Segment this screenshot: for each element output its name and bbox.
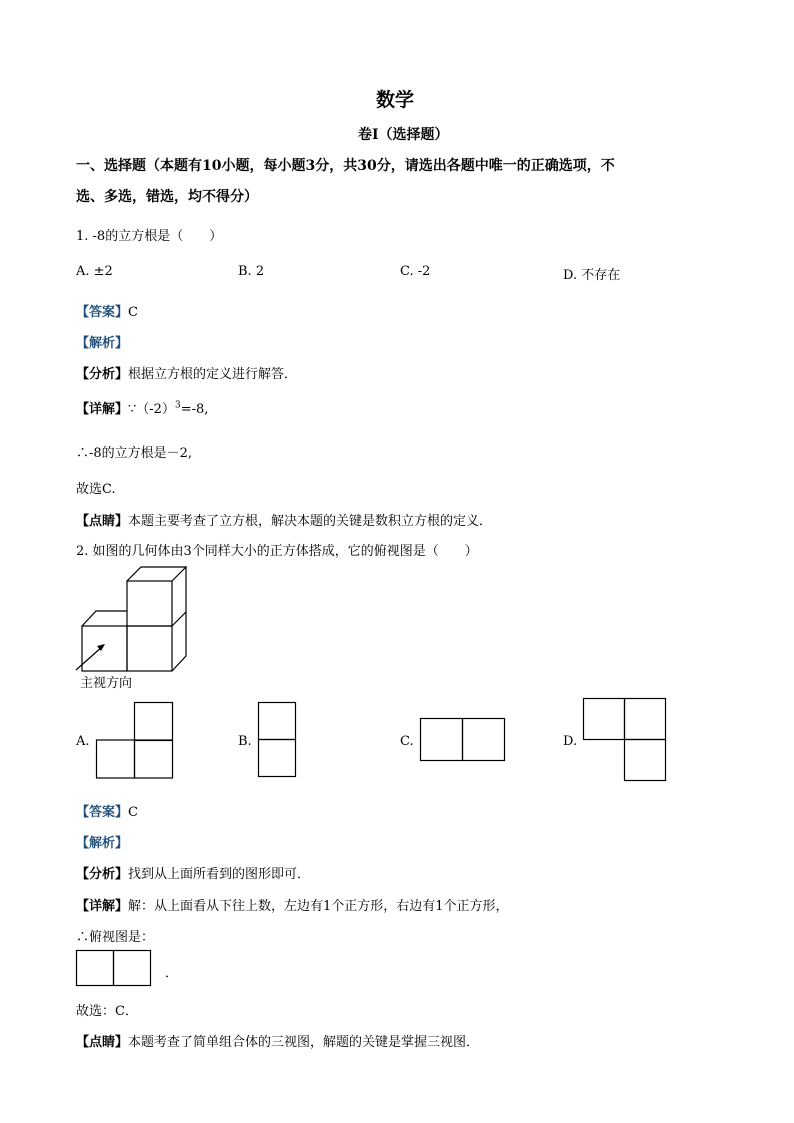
q2-comment	[76, 1031, 479, 1050]
q2-figure-period: ．	[165, 966, 179, 981]
q2-answer-tag: 【答案】	[76, 805, 129, 820]
q2-answer-figure	[76, 950, 156, 990]
q2-analysis-tag: 【解析】	[76, 836, 129, 851]
section-heading-line2: 选、多选，错选，均不得分）	[76, 189, 258, 205]
q1-answer-tag: 【答案】	[76, 305, 129, 320]
q2-answer	[76, 801, 138, 820]
q2-answer-value: C	[128, 805, 138, 820]
q2-figure-label: 主视方向	[80, 676, 133, 691]
q1-comment	[76, 510, 492, 529]
q2-comment-text: 本题考查了简单组合体的三视图，解题的关键是掌握三视图．	[128, 1035, 480, 1050]
q1-detail-tag: 【详解】	[76, 402, 129, 417]
q1-option-a: A. ±2	[76, 264, 113, 279]
q1-detail-text: ∵（-2）	[128, 402, 175, 417]
q2-therefore: ∴俯视图是：	[76, 930, 155, 945]
q1-stem: 1. -8的立方根是（ ）	[76, 229, 223, 244]
q2-option-a-label: A.	[76, 734, 90, 749]
q1-detail-result: =-8,	[180, 402, 209, 417]
q2-detail	[76, 895, 509, 914]
q2-cube-figure	[76, 566, 196, 676]
q2-comment-tag: 【点睛】	[76, 1035, 129, 1050]
q2-fenxi-tag: 【分析】	[76, 867, 129, 882]
q1-analysis-tag: 【解析】	[76, 336, 129, 351]
page-title: 数学	[376, 89, 415, 111]
q2-option-b-figure	[258, 702, 298, 782]
q1-comment-tag: 【点睛】	[76, 514, 129, 529]
q2-fenxi-text: 找到从上面所看到的图形即可．	[128, 867, 311, 882]
q1-detail-exponent: 3	[174, 400, 181, 411]
q2-option-b-label: B.	[238, 734, 252, 749]
q2-option-a-figure	[96, 702, 176, 782]
q1-fenxi-text: 根据立方根的定义进行解答．	[128, 367, 298, 382]
page-subtitle: 卷I（选择题）	[358, 127, 449, 143]
q1-option-c: C. -2	[400, 264, 431, 279]
q1-answer-value: C	[128, 305, 138, 320]
q1-comment-text: 本题主要考查了立方根，解决本题的关键是数积立方根的定义．	[128, 514, 493, 529]
q2-option-c-label: C.	[400, 734, 414, 749]
q1-choose: 故选C.	[76, 482, 116, 497]
q1-fenxi	[76, 363, 297, 382]
q2-option-d-figure	[583, 698, 673, 783]
q2-detail-tag: 【详解】	[76, 899, 129, 914]
q1-option-d: D. 不存在	[563, 268, 621, 283]
q1-detail	[76, 398, 208, 417]
q2-detail-text: 解：从上面看从下往上数，左边有1个正方形，右边有1个正方形，	[128, 899, 509, 914]
q1-therefore: ∴-8的立方根是－2,	[76, 446, 193, 461]
q1-answer	[76, 301, 138, 320]
q2-option-d-label: D.	[563, 734, 578, 749]
q2-stem: 2. 如图的几何体由3个同样大小的正方体搭成，它的俯视图是（ ）	[76, 544, 478, 559]
section-heading-line1: 一、选择题（本题有10小题，每小题3分，共30分，请选出各题中唯一的正确选项，不	[76, 158, 615, 174]
q2-fenxi	[76, 863, 310, 882]
q2-choose: 故选：C．	[76, 1004, 138, 1019]
q2-option-c-figure	[420, 718, 510, 763]
q1-fenxi-tag: 【分析】	[76, 367, 129, 382]
q1-option-b: B. 2	[238, 264, 265, 279]
